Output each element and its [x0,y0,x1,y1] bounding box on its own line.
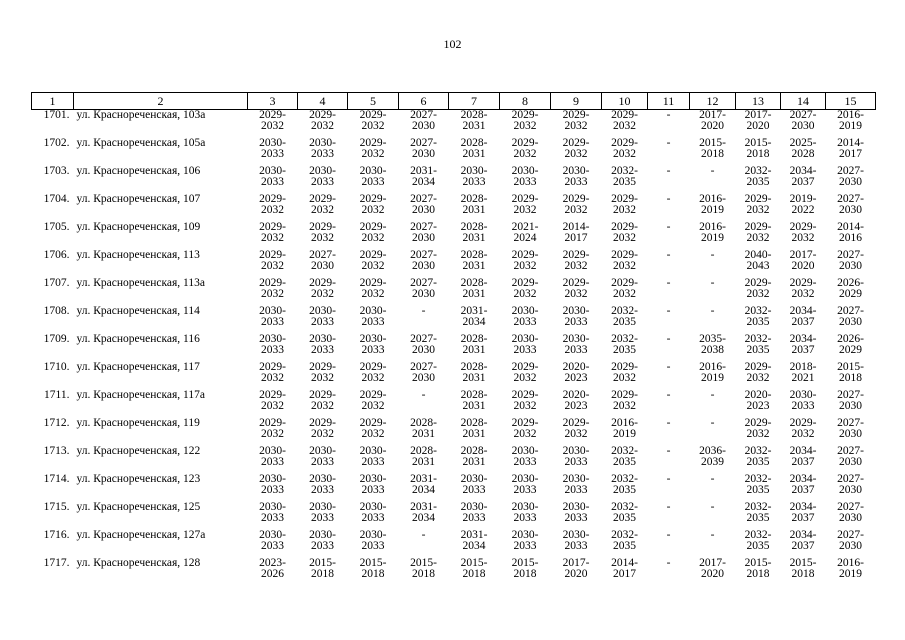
header-cell: 8 [500,93,551,110]
empty-year-cell: - [710,389,715,401]
year-range-cell: 2040- 2043 [744,249,772,272]
address-cell: ул. Краснореченская, 116 [76,333,200,345]
address-cell: ул. Краснореченская, 127а [76,529,206,541]
year-range-cell: 2030- 2033 [511,305,539,328]
year-range-cell: 2031- 2034 [460,529,488,552]
year-range-cell: 2029- 2032 [359,137,387,160]
address-cell: ул. Краснореченская, 114 [76,305,200,317]
table-row [32,138,876,166]
year-range-cell: 2029- 2032 [611,109,638,132]
year-range-cell: 2032- 2035 [611,305,638,328]
year-range-cell: 2027- 2030 [837,165,864,188]
empty-year-cell: - [666,501,671,513]
year-range-cell: 2020- 2023 [744,389,772,412]
header-cell: 7 [449,93,500,110]
table-row [32,306,876,334]
year-range-cell: 2034- 2037 [789,501,817,524]
year-range-cell: 2029- 2032 [259,193,286,216]
year-range-cell: 2030- 2033 [259,473,286,496]
year-range-cell: 2029- 2032 [562,417,590,440]
year-range-cell: 2030- 2033 [309,473,336,496]
year-range-cell: 2029- 2032 [511,249,539,272]
year-range-cell: 2029- 2032 [259,249,286,272]
year-range-cell: 2015- 2018 [837,361,864,384]
year-range-cell: 2027- 2030 [410,249,437,272]
empty-year-cell: - [666,277,671,289]
table-row [32,222,876,250]
year-range-cell: 2029- 2032 [359,361,387,384]
address-cell: ул. Краснореченская, 128 [76,557,201,569]
year-range-cell: 2030- 2033 [259,445,286,468]
year-range-cell: 2025- 2028 [789,137,817,160]
year-range-cell: 2020- 2023 [562,389,590,412]
year-range-cell: 2017- 2020 [699,557,726,580]
empty-year-cell: - [421,529,426,541]
year-range-cell: 2030- 2033 [562,501,590,524]
table-row [32,558,876,586]
year-range-cell: 2015- 2018 [744,137,772,160]
empty-year-cell: - [666,305,671,317]
year-range-cell: 2032- 2035 [744,445,772,468]
address-cell: ул. Краснореченская, 103а [76,109,206,121]
year-range-cell: 2032- 2035 [611,445,638,468]
year-range-cell: 2027- 2030 [410,193,437,216]
year-range-cell: 2030- 2033 [309,137,336,160]
table-row [32,502,876,530]
year-range-cell: 2029- 2032 [562,249,590,272]
year-range-cell: 2015- 2018 [744,557,772,580]
year-range-cell: 2029- 2032 [789,221,817,244]
year-range-cell: 2029- 2032 [511,361,539,384]
address-cell: ул. Краснореченская, 107 [76,193,201,205]
year-range-cell: 2032- 2035 [744,165,772,188]
header-cell: 4 [298,93,348,110]
year-range-cell: 2016- 2019 [699,193,726,216]
header-cell: 11 [648,93,690,110]
year-range-cell: 2030- 2033 [359,473,387,496]
year-range-cell: 2029- 2032 [744,361,772,384]
header-cell: 13 [736,93,781,110]
year-range-cell: 2029- 2032 [789,417,817,440]
year-range-cell: 2031- 2034 [410,473,437,496]
year-range-cell: 2031- 2034 [410,165,437,188]
year-range-cell: 2015- 2018 [699,137,726,160]
year-range-cell: 2030- 2033 [359,445,387,468]
address-cell: ул. Краснореченская, 113а [76,277,205,289]
empty-year-cell: - [666,529,671,541]
year-range-cell: 2028- 2031 [460,333,488,356]
year-range-cell: 2027- 2030 [837,249,864,272]
year-range-cell: 2032- 2035 [611,333,638,356]
year-range-cell: 2029- 2032 [744,193,772,216]
year-range-cell: 2027- 2030 [837,193,864,216]
header-row [32,93,876,110]
year-range-cell: 2029- 2032 [259,277,286,300]
year-range-cell: 2030- 2033 [562,333,590,356]
year-range-cell: 2030- 2033 [259,137,286,160]
year-range-cell: 2030- 2033 [562,305,590,328]
table-row [32,194,876,222]
year-range-cell: 2029- 2032 [562,137,590,160]
row-number: 1707. [43,277,70,289]
year-range-cell: 2030- 2033 [562,529,590,552]
year-range-cell: 2030- 2033 [309,445,336,468]
row-number: 1709. [43,333,70,345]
year-range-cell: 2028- 2031 [460,445,488,468]
empty-year-cell: - [421,389,426,401]
year-range-cell: 2027- 2030 [410,221,437,244]
year-range-cell: 2028- 2031 [460,109,488,132]
year-range-cell: 2032- 2035 [744,333,772,356]
table-row [32,446,876,474]
year-range-cell: 2030- 2033 [460,165,488,188]
year-range-cell: 2029- 2032 [359,109,387,132]
year-range-cell: 2029- 2032 [259,221,286,244]
row-number: 1706. [43,249,70,261]
empty-year-cell: - [710,501,715,513]
year-range-cell: 2014- 2016 [837,221,864,244]
year-range-cell: 2029- 2032 [511,137,539,160]
year-range-cell: 2029- 2032 [309,361,336,384]
year-range-cell: 2029- 2032 [744,221,772,244]
year-range-cell: 2031- 2034 [410,501,437,524]
year-range-cell: 2029- 2032 [562,109,590,132]
year-range-cell: 2029- 2032 [309,417,336,440]
empty-year-cell: - [710,277,715,289]
year-range-cell: 2029- 2032 [511,417,539,440]
address-cell: ул. Краснореченская, 123 [76,473,201,485]
year-range-cell: 2015- 2018 [410,557,437,580]
year-range-cell: 2030- 2033 [511,529,539,552]
year-range-cell: 2030- 2033 [789,389,817,412]
year-range-cell: 2029- 2032 [359,221,387,244]
address-cell: ул. Краснореченская, 122 [76,445,201,457]
year-range-cell: 2029- 2032 [359,249,387,272]
year-range-cell: 2030- 2033 [309,165,336,188]
row-number: 1708. [43,305,70,317]
year-range-cell: 2028- 2031 [460,221,488,244]
year-range-cell: 2027- 2030 [837,529,864,552]
year-range-cell: 2029- 2032 [359,277,387,300]
year-range-cell: 2034- 2037 [789,445,817,468]
empty-year-cell: - [710,249,715,261]
year-range-cell: 2029- 2032 [611,193,638,216]
year-range-cell: 2028- 2031 [410,417,437,440]
year-range-cell: 2030- 2033 [460,501,488,524]
empty-year-cell: - [666,165,671,177]
empty-year-cell: - [666,221,671,233]
year-range-cell: 2030- 2033 [259,529,286,552]
empty-year-cell: - [421,305,426,317]
year-range-cell: 2020- 2023 [562,361,590,384]
year-range-cell: 2029- 2032 [562,277,590,300]
year-range-cell: 2035- 2038 [699,333,726,356]
year-range-cell: 2029- 2032 [511,389,539,412]
year-range-cell: 2028- 2031 [460,137,488,160]
year-range-cell: 2029- 2032 [511,193,539,216]
year-range-cell: 2030- 2033 [460,473,488,496]
header-cell: 2 [74,93,248,110]
header-cell: 14 [781,93,826,110]
year-range-cell: 2034- 2037 [789,165,817,188]
table-row [32,166,876,194]
address-cell: ул. Краснореченская, 117а [76,389,205,401]
empty-year-cell: - [666,109,671,121]
year-range-cell: 2029- 2032 [611,221,638,244]
year-range-cell: 2014- 2017 [562,221,590,244]
empty-year-cell: - [666,137,671,149]
year-range-cell: 2034- 2037 [789,305,817,328]
year-range-cell: 2028- 2031 [410,445,437,468]
table-row [32,474,876,502]
empty-year-cell: - [666,445,671,457]
year-range-cell: 2027- 2030 [309,249,336,272]
year-range-cell: 2032- 2035 [611,165,638,188]
empty-year-cell: - [666,417,671,429]
year-range-cell: 2034- 2037 [789,333,817,356]
year-range-cell: 2029- 2032 [744,277,772,300]
year-range-cell: 2030- 2033 [259,165,286,188]
year-range-cell: 2029- 2032 [359,417,387,440]
year-range-cell: 2015- 2018 [460,557,488,580]
year-range-cell: 2027- 2030 [837,389,864,412]
year-range-cell: 2021- 2024 [511,221,539,244]
year-range-cell: 2030- 2033 [259,501,286,524]
header-cell: 9 [551,93,602,110]
header-cell: 1 [32,93,74,110]
year-range-cell: 2030- 2033 [511,165,539,188]
year-range-cell: 2017- 2020 [789,249,817,272]
year-range-cell: 2027- 2030 [837,305,864,328]
header-cell: 12 [690,93,736,110]
table-row [32,418,876,446]
year-range-cell: 2016- 2019 [699,221,726,244]
year-range-cell: 2016- 2019 [837,109,864,132]
row-number: 1701. [43,109,70,121]
row-number: 1714. [43,473,70,485]
year-range-cell: 2026- 2029 [837,277,864,300]
year-range-cell: 2029- 2032 [309,193,336,216]
data-table [31,92,876,586]
year-range-cell: 2032- 2035 [611,529,638,552]
year-range-cell: 2017- 2020 [744,109,772,132]
row-number: 1704. [43,193,70,205]
year-range-cell: 2017- 2020 [699,109,726,132]
header-cell: 10 [602,93,648,110]
year-range-cell: 2030- 2033 [511,473,539,496]
year-range-cell: 2036- 2039 [699,445,726,468]
year-range-cell: 2029- 2032 [259,389,286,412]
year-range-cell: 2029- 2032 [611,389,638,412]
table-row [32,110,876,139]
empty-year-cell: - [666,333,671,345]
row-number: 1705. [43,221,70,233]
year-range-cell: 2032- 2035 [744,529,772,552]
header-cell: 15 [826,93,876,110]
year-range-cell: 2029- 2032 [259,361,286,384]
year-range-cell: 2029- 2032 [309,389,336,412]
year-range-cell: 2026- 2029 [837,333,864,356]
year-range-cell: 2029- 2032 [309,277,336,300]
empty-year-cell: - [666,473,671,485]
year-range-cell: 2027- 2030 [837,473,864,496]
year-range-cell: 2027- 2030 [837,501,864,524]
row-number: 1711. [44,389,70,401]
year-range-cell: 2014- 2017 [611,557,638,580]
year-range-cell: 2030- 2033 [309,529,336,552]
year-range-cell: 2032- 2035 [611,473,638,496]
year-range-cell: 2032- 2035 [611,501,638,524]
year-range-cell: 2032- 2035 [744,501,772,524]
year-range-cell: 2028- 2031 [460,361,488,384]
year-range-cell: 2016- 2019 [699,361,726,384]
year-range-cell: 2030- 2033 [259,333,286,356]
address-cell: ул. Краснореченская, 106 [76,165,201,177]
empty-year-cell: - [666,249,671,261]
year-range-cell: 2023- 2026 [259,557,286,580]
year-range-cell: 2015- 2018 [511,557,539,580]
year-range-cell: 2027- 2030 [837,417,864,440]
year-range-cell: 2029- 2032 [259,417,286,440]
empty-year-cell: - [710,165,715,177]
year-range-cell: 2015- 2018 [309,557,336,580]
year-range-cell: 2029- 2032 [611,137,638,160]
year-range-cell: 2032- 2035 [744,473,772,496]
year-range-cell: 2029- 2032 [309,109,336,132]
row-number: 1710. [43,361,70,373]
year-range-cell: 2027- 2030 [410,137,437,160]
year-range-cell: 2029- 2032 [511,109,539,132]
year-range-cell: 2029- 2032 [359,193,387,216]
address-cell: ул. Краснореченская, 119 [76,417,200,429]
year-range-cell: 2030- 2033 [359,501,387,524]
year-range-cell: 2029- 2032 [359,389,387,412]
year-range-cell: 2027- 2030 [410,333,437,356]
year-range-cell: 2027- 2030 [410,277,437,300]
year-range-cell: 2015- 2018 [359,557,387,580]
row-number: 1716. [43,529,70,541]
year-range-cell: 2030- 2033 [309,333,336,356]
address-cell: ул. Краснореченская, 105а [76,137,206,149]
year-range-cell: 2030- 2033 [562,165,590,188]
year-range-cell: 2017- 2020 [562,557,590,580]
header-cell: 5 [348,93,399,110]
header-cell: 3 [248,93,298,110]
address-cell: ул. Краснореченская, 113 [76,249,200,261]
row-number: 1712. [43,417,70,429]
year-range-cell: 2030- 2033 [511,333,539,356]
table-row [32,334,876,362]
header-cell: 6 [399,93,449,110]
year-range-cell: 2031- 2034 [460,305,488,328]
year-range-cell: 2016- 2019 [611,417,638,440]
year-range-cell: 2030- 2033 [259,305,286,328]
year-range-cell: 2015- 2018 [789,557,817,580]
year-range-cell: 2027- 2030 [837,445,864,468]
year-range-cell: 2030- 2033 [309,305,336,328]
year-range-cell: 2029- 2032 [611,249,638,272]
year-range-cell: 2027- 2030 [789,109,817,132]
table-row [32,250,876,278]
year-range-cell: 2032- 2035 [744,305,772,328]
year-range-cell: 2018- 2021 [789,361,817,384]
empty-year-cell: - [666,361,671,373]
year-range-cell: 2029- 2032 [744,417,772,440]
empty-year-cell: - [710,529,715,541]
year-range-cell: 2029- 2032 [611,277,638,300]
year-range-cell: 2034- 2037 [789,529,817,552]
year-range-cell: 2027- 2030 [410,361,437,384]
year-range-cell: 2030- 2033 [511,445,539,468]
empty-year-cell: - [710,473,715,485]
address-cell: ул. Краснореченская, 109 [76,221,201,233]
year-range-cell: 2028- 2031 [460,193,488,216]
row-number: 1702. [43,137,70,149]
empty-year-cell: - [666,389,671,401]
year-range-cell: 2030- 2033 [309,501,336,524]
year-range-cell: 2028- 2031 [460,417,488,440]
empty-year-cell: - [710,305,715,317]
page-number: 102 [443,37,462,51]
year-range-cell: 2030- 2033 [562,473,590,496]
year-range-cell: 2014- 2017 [837,137,864,160]
year-range-cell: 2029- 2032 [789,277,817,300]
table-row [32,530,876,558]
row-number: 1715. [43,501,70,513]
empty-year-cell: - [666,557,671,569]
table-row [32,390,876,418]
year-range-cell: 2034- 2037 [789,473,817,496]
table-row [32,362,876,390]
row-number: 1713. [43,445,70,457]
year-range-cell: 2030- 2033 [359,165,387,188]
year-range-cell: 2029- 2032 [259,109,286,132]
address-cell: ул. Краснореченская, 117 [76,361,200,373]
row-number: 1703. [43,165,70,177]
year-range-cell: 2028- 2031 [460,389,488,412]
year-range-cell: 2030- 2033 [359,305,387,328]
table-row [32,278,876,306]
address-cell: ул. Краснореченская, 125 [76,501,201,513]
year-range-cell: 2029- 2032 [309,221,336,244]
year-range-cell: 2030- 2033 [359,529,387,552]
row-number: 1717. [43,557,70,569]
year-range-cell: 2029- 2032 [511,277,539,300]
year-range-cell: 2028- 2031 [460,249,488,272]
year-range-cell: 2016- 2019 [837,557,864,580]
year-range-cell: 2029- 2032 [611,361,638,384]
year-range-cell: 2030- 2033 [511,501,539,524]
year-range-cell: 2028- 2031 [460,277,488,300]
empty-year-cell: - [710,417,715,429]
year-range-cell: 2019- 2022 [789,193,817,216]
year-range-cell: 2029- 2032 [562,193,590,216]
empty-year-cell: - [666,193,671,205]
year-range-cell: 2030- 2033 [562,445,590,468]
year-range-cell: 2030- 2033 [359,333,387,356]
year-range-cell: 2027- 2030 [410,109,437,132]
